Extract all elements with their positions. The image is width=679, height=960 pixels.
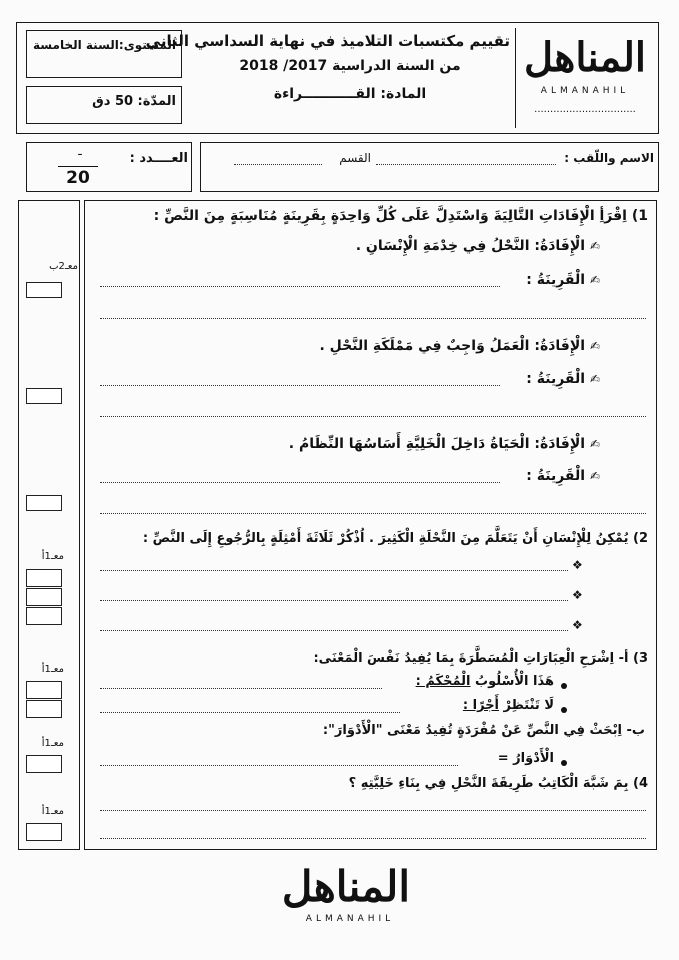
q3-answer-1[interactable] [100, 688, 382, 689]
grade-box-q1-3[interactable] [26, 495, 62, 511]
q2-answer-line-3[interactable] [100, 630, 568, 631]
pen-icon: ✍ [589, 372, 600, 386]
q3-bullet-3-icon [561, 760, 567, 766]
class-field[interactable] [234, 164, 322, 165]
q3b-prompt: ب- اِبْحَثْ فِي النَّصِّ عَنْ مُفْرَدَةٍ تُفِيدُ مَعْنَى "الْأَدْوَارَ": [322, 723, 645, 738]
logo-latin: ALMANAHIL [540, 86, 630, 96]
grade-box-q3a-1[interactable] [26, 681, 62, 699]
school-year: من السنة الدراسية 2017/ 2018 [239, 58, 461, 74]
evidence-label: الْقَرِينَةُ : [526, 468, 586, 484]
q4-answer-line-1[interactable] [100, 810, 646, 811]
score-label: العــــدد : [129, 151, 188, 166]
score-rule [58, 166, 98, 167]
q1-prompt: 1) اِقْرَأِ الْإِفَادَاتِ التَّالِيَةَ وَاسْتَدِلَّ عَلَى كُلِّ وَاحِدَةٍ بِقَرِينَةٍ مُنَاسِبَةٍ مِنَ النَّصِّ : [153, 208, 648, 224]
score-denominator: 20 [66, 168, 90, 188]
q3-item-2 [400, 698, 554, 713]
q1-statement-1-text: الْإِفَادَةُ: النَّحْلُ فِي خِدْمَةِ الْإِنْسَانِ . [355, 238, 586, 254]
grade-label-q3b: معـ1أ [41, 738, 64, 749]
q1-answer-2-line-2[interactable] [100, 416, 646, 417]
q2-answer-line-1[interactable] [100, 570, 568, 571]
exam-title: تقييم مكتسبات التلاميذ في نهاية السداسي الثاني [145, 32, 510, 50]
q2-answer-line-2[interactable] [100, 600, 568, 601]
pen-icon: ✍ [589, 239, 600, 253]
subject: المادة: القـــــــــــراءة [273, 86, 427, 102]
grade-box-q1-1[interactable] [26, 282, 62, 298]
pen-icon: ✍ [589, 339, 600, 353]
q3-item-2-text: لَا تَنْتَظِرْ [503, 698, 554, 713]
q1-statement-2-text: الْإِفَادَةُ: الْعَمَلُ وَاجِبٌ فِي مَمْلَكَةِ النَّحْلِ . [319, 338, 586, 354]
grade-box-q1-2[interactable] [26, 388, 62, 404]
grade-label-q2: معـ1أ [41, 551, 64, 562]
class-label: القسم [339, 151, 371, 165]
q3a-prompt: 3) أ- اِشْرَحِ الْعِبَارَاتِ الْمُسَطَّرَةَ بِمَا يُفِيدُ نَفْسَ الْمَعْنَى: [313, 651, 648, 666]
logo-arabic: المناهل [523, 34, 647, 81]
pen-icon: ✍ [589, 437, 600, 451]
q4-answer-line-2[interactable] [100, 838, 646, 839]
q3-item-1 [380, 674, 554, 689]
grade-box-q2-3[interactable] [26, 607, 62, 625]
q2-prompt: 2) يُمْكِنُ لِلْإِنْسَانِ أَنْ يَتَعَلَّمَ مِنَ النَّحْلَةِ الْكَثِيرَ . اُذْكُرْ ثَلَاثَةَ أَمْثِلَةٍ بِالرُّجُوعِ إِلَى النَّصِّ : [142, 531, 648, 546]
grade-box-q2-2[interactable] [26, 588, 62, 606]
q3-answer-2[interactable] [100, 712, 400, 713]
level: المستوى:السنة الخامسة [33, 38, 176, 52]
student-name-box [200, 142, 659, 192]
name-field[interactable] [376, 164, 556, 165]
header-logo [515, 28, 653, 128]
footer-logo-arabic: المناهل [281, 862, 410, 911]
q3-answer-3[interactable] [100, 765, 458, 766]
q1-statement-2 [200, 338, 600, 354]
grade-label-q1: معـ2ب [49, 261, 78, 272]
q1-statement-1 [200, 238, 600, 254]
q3-item-1-text: هَذَا الْأُسْلُوبُ [475, 674, 554, 689]
grade-label-q4: معـ1أ [41, 806, 64, 817]
q1-answer-2-line-1[interactable] [100, 385, 500, 386]
score-separator: ـ [78, 144, 82, 158]
footer-logo-latin: ALMANAHIL [305, 914, 395, 924]
q3-bullet-2-icon [561, 707, 567, 713]
q4-prompt: 4) بِمَ شَبَّهَ الْكَاتِبُ طَرِيقَةَ النَّحْلِ فِي بِنَاءِ خَلِيَّتِهِ ؟ [348, 776, 648, 791]
pen-icon: ✍ [589, 273, 600, 287]
q1-evidence-1-label [500, 272, 600, 288]
grade-box-q4[interactable] [26, 823, 62, 841]
q2-bullet-3-icon: ❖ [572, 618, 583, 632]
q1-answer-1-line-1[interactable] [100, 286, 500, 287]
q1-answer-3-line-2[interactable] [100, 513, 646, 514]
q3-item-1-underlined: الْمُحْكَمُ : [415, 674, 471, 689]
evidence-label: الْقَرِينَةُ : [526, 272, 586, 288]
name-label: الاسم واللّقب : [564, 151, 654, 165]
grade-box-q2-1[interactable] [26, 569, 62, 587]
grade-label-q3a: معـ1أ [41, 664, 64, 675]
q1-statement-3 [200, 436, 600, 452]
pen-icon: ✍ [589, 469, 600, 483]
q1-answer-3-line-1[interactable] [100, 482, 500, 483]
grade-box-q3a-2[interactable] [26, 700, 62, 718]
q1-evidence-3-label [500, 468, 600, 484]
grade-box-q3b[interactable] [26, 755, 62, 773]
q3-item-2-underlined: أَجْرًا : [462, 698, 500, 713]
duration: المدّة: 50 دق [92, 94, 176, 109]
q2-bullet-1-icon: ❖ [572, 558, 583, 572]
evidence-label: الْقَرِينَةُ : [526, 371, 586, 387]
q1-evidence-2-label [500, 371, 600, 387]
q1-answer-1-line-2[interactable] [100, 318, 646, 319]
logo-dotline: ................................ [534, 104, 636, 115]
q1-statement-3-text: الْإِفَادَةُ: الْحَيَاةُ دَاخِلَ الْخَلِيَّةِ أَسَاسُهَا النِّظَامُ . [288, 436, 586, 452]
score-box [26, 142, 192, 192]
q3-item-3: الْأَدْوَارُ = [497, 751, 554, 766]
q3-bullet-1-icon [561, 683, 567, 689]
q2-bullet-2-icon: ❖ [572, 588, 583, 602]
answer-area [84, 200, 657, 850]
